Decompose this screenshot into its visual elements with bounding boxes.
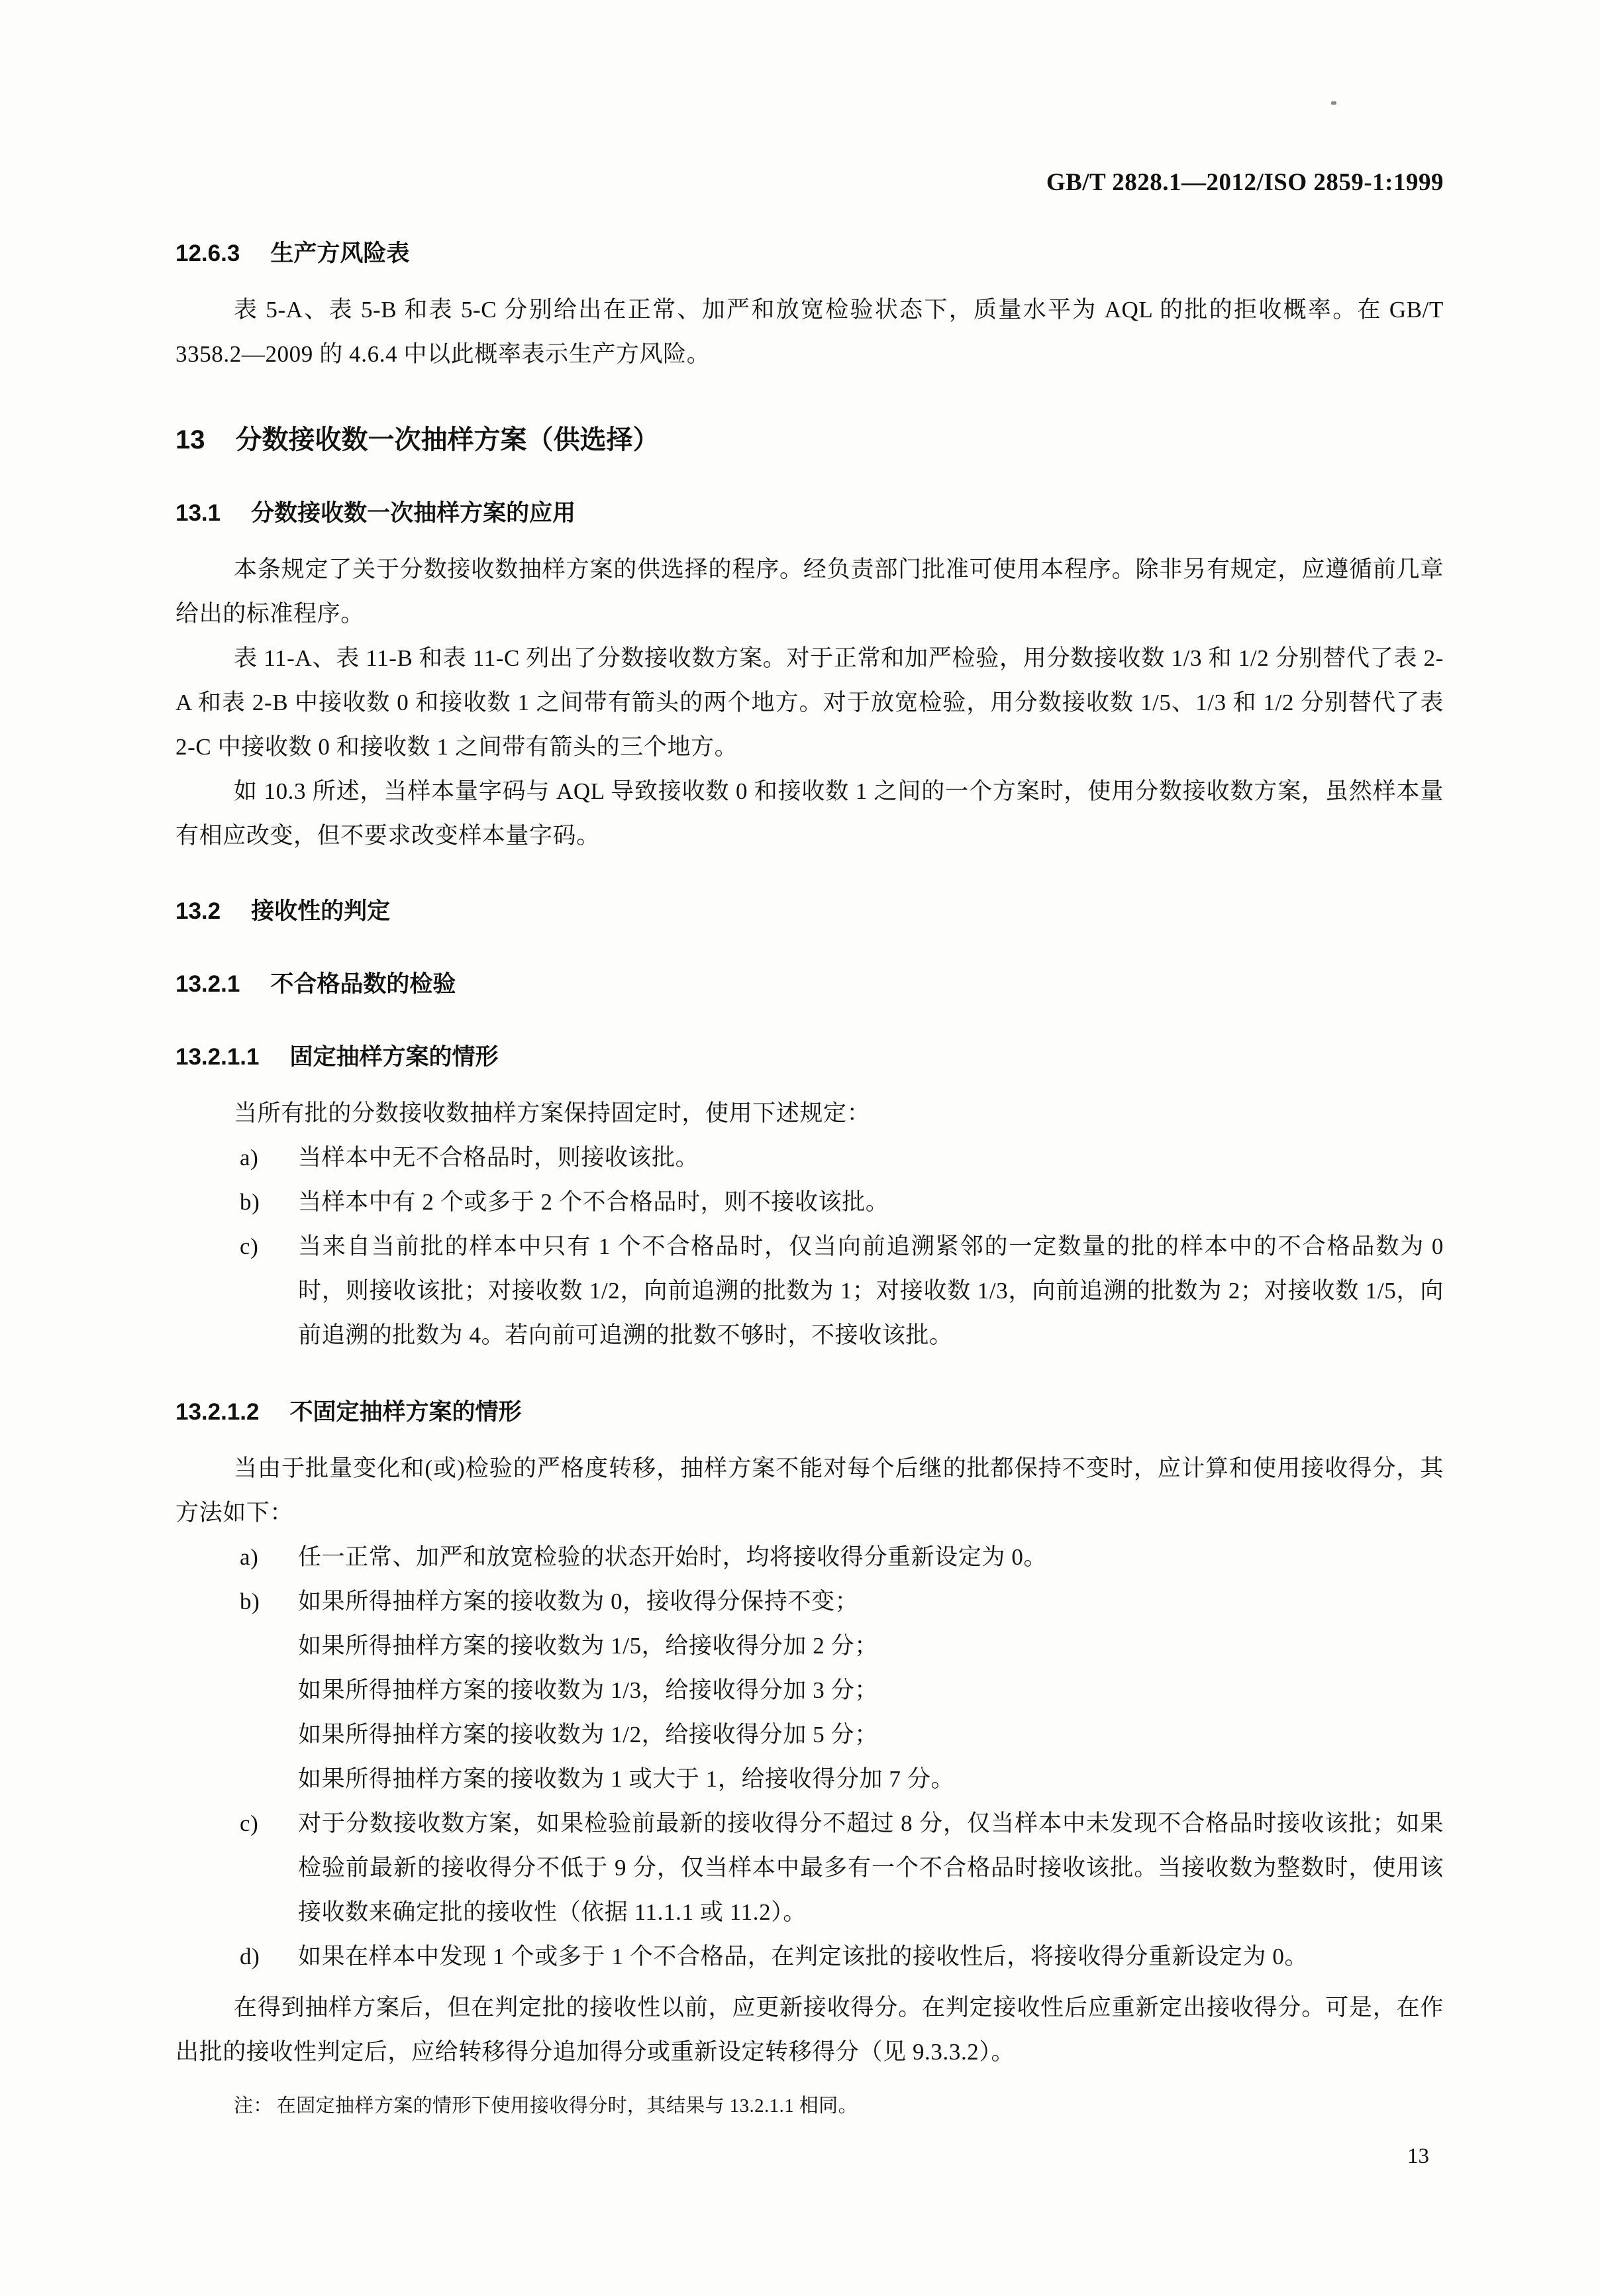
list-item-line: 如果所得抽样方案的接收数为 1/2，给接收得分加 5 分； <box>298 1722 878 1748</box>
list-item-marker: c) <box>240 1233 259 1259</box>
page-content <box>175 0 1444 2169</box>
list-item-marker: c) <box>240 1810 259 1836</box>
list-item-text: 当来自当前批的样本中只有 1 个不合格品时，仅当向前追溯紧邻的一定数量的批的样本中的不合格品数为 0 时，则接收该批；对接收数 1/2，向前追溯的批数为 1；对接收数 1/3，向前追溯的批数为 2；对接收数 1/5，向前追溯的批数为 4。若向前可追溯的批数不够时，不接收该批。 <box>298 1233 1444 1348</box>
note-text: 在固定抽样方案的情形下使用接收得分时，其结果与 13.2.1.1 相同。 <box>276 2095 858 2116</box>
section-number: 13.2.1.2 <box>175 1399 260 1425</box>
list-item-b <box>175 1180 1444 1224</box>
paragraph: 如 10.3 所述，当样本量字码与 AQL 导致接收数 0 和接收数 1 之间的一个方案时，使用分数接收数方案，虽然样本量有相应改变，但不要求改变样本量字码。 <box>175 778 1444 849</box>
list-item-marker: b) <box>240 1189 260 1215</box>
list-item-text: 对于分数接收数方案，如果检验前最新的接收得分不超过 8 分，仅当样本中未发现不合格品时接收该批；如果检验前最新的接收得分不低于 9 分，仅当样本中最多有一个不合格品时接收该批。当接收数为整数时，使用该接收数来确定批的接收性（依据 11.1.1 或 11.2）。 <box>298 1810 1444 1925</box>
section-title: 生产方风险表 <box>270 240 410 266</box>
list-item-line: 如果所得抽样方案的接收数为 1 或大于 1，给接收得分加 7 分。 <box>298 1766 955 1792</box>
paragraph: 表 5-A、表 5-B 和表 5-C 分别给出在正常、加严和放宽检验状态下，质量水平为 AQL 的批的拒收概率。在 GB/T 3358.2—2009 的 4.6.4 中以此概率表示生产方风险。 <box>175 297 1444 367</box>
section-title: 分数接收数一次抽样方案的应用 <box>251 500 576 526</box>
standard-number-header: GB/T 2828.1—2012/ISO 2859-1:1999 <box>1046 169 1444 196</box>
paragraph: 当由于批量变化和(或)检验的严格度转移，抽样方案不能对每个后继的批都保持不变时，应计算和使用接收得分，其方法如下： <box>175 1455 1444 1526</box>
section-title: 不固定抽样方案的情形 <box>289 1399 522 1425</box>
list-item-text: 当样本中有 2 个或多于 2 个不合格品时，则不接收该批。 <box>298 1189 889 1215</box>
list-item-text <box>298 1579 1444 1801</box>
list-item-marker: a) <box>240 1544 259 1570</box>
paragraph: 当所有批的分数接收数抽样方案保持固定时，使用下述规定： <box>234 1100 871 1126</box>
list-item-b <box>175 1579 1444 1801</box>
section-number: 13.1 <box>175 500 221 526</box>
list-item-marker: b) <box>240 1589 260 1614</box>
section-heading-13 <box>175 420 1444 460</box>
section-title: 不合格品数的检验 <box>270 971 456 997</box>
list-item-line: 如果所得抽样方案的接收数为 0，接收得分保持不变； <box>298 1589 859 1614</box>
list-item-d <box>175 1934 1444 1979</box>
list-item-line: 如果所得抽样方案的接收数为 1/3，给接收得分加 3 分； <box>298 1677 878 1703</box>
list-item-a <box>175 1135 1444 1180</box>
document-body <box>175 236 1444 2120</box>
list-item-c <box>175 1801 1444 1934</box>
note <box>175 2091 1444 2120</box>
section-heading-13.2 <box>175 894 1444 929</box>
section-number: 13.2 <box>175 898 221 924</box>
list-item-a <box>175 1535 1444 1579</box>
section-title: 固定抽样方案的情形 <box>289 1044 499 1070</box>
note-label: 注： <box>234 2095 273 2116</box>
list-item-text: 任一正常、加严和放宽检验的状态开始时，均将接收得分重新设定为 0。 <box>298 1544 1048 1570</box>
section-number: 13.2.1.1 <box>175 1044 260 1070</box>
paragraph: 在得到抽样方案后，但在判定批的接收性以前，应更新接收得分。在判定接收性后应重新定出接收得分。可是，在作出批的接收性判定后，应给转移得分追加得分或重新设定转移得分（见 9.3.3.2）。 <box>175 1995 1444 2065</box>
section-number: 13 <box>175 425 205 454</box>
section-heading-12.6.3 <box>175 236 1444 272</box>
list-item-marker: a) <box>240 1145 259 1171</box>
section-number: 12.6.3 <box>175 240 240 266</box>
page-number: 13 <box>1407 2144 1429 2168</box>
section-title: 分数接收数一次抽样方案（供选择） <box>235 425 660 454</box>
section-heading-13.2.1.1 <box>175 1039 1444 1075</box>
list-item-text: 当样本中无不合格品时，则接收该批。 <box>298 1145 699 1171</box>
list-item-text: 如果在样本中发现 1 个或多于 1 个不合格品，在判定该批的接收性后，将接收得分重新设定为 0。 <box>298 1944 1309 1969</box>
paragraph: 本条规定了关于分数接收数抽样方案的供选择的程序。经负责部门批准可使用本程序。除非另有规定，应遵循前几章给出的标准程序。 <box>175 556 1444 627</box>
section-heading-13.2.1 <box>175 966 1444 1002</box>
list-item-line: 如果所得抽样方案的接收数为 1/5，给接收得分加 2 分； <box>298 1633 878 1659</box>
section-heading-13.1 <box>175 496 1444 531</box>
section-heading-13.2.1.2 <box>175 1394 1444 1430</box>
section-number: 13.2.1 <box>175 971 240 997</box>
section-title: 接收性的判定 <box>251 898 391 924</box>
list-item-c <box>175 1224 1444 1357</box>
paragraph: 表 11-A、表 11-B 和表 11-C 列出了分数接收数方案。对于正常和加严检验，用分数接收数 1/3 和 1/2 分别替代了表 2-A 和表 2-B 中接收数 0 和接收数 1 之间带有箭头的两个地方。对于放宽检验，用分数接收数 1/5、1/3 和 1/2 分别替代了表 2-C 中接收数 0 和接收数 1 之间带有箭头的三个地方。 <box>175 645 1444 760</box>
list-item-marker: d) <box>240 1944 260 1969</box>
